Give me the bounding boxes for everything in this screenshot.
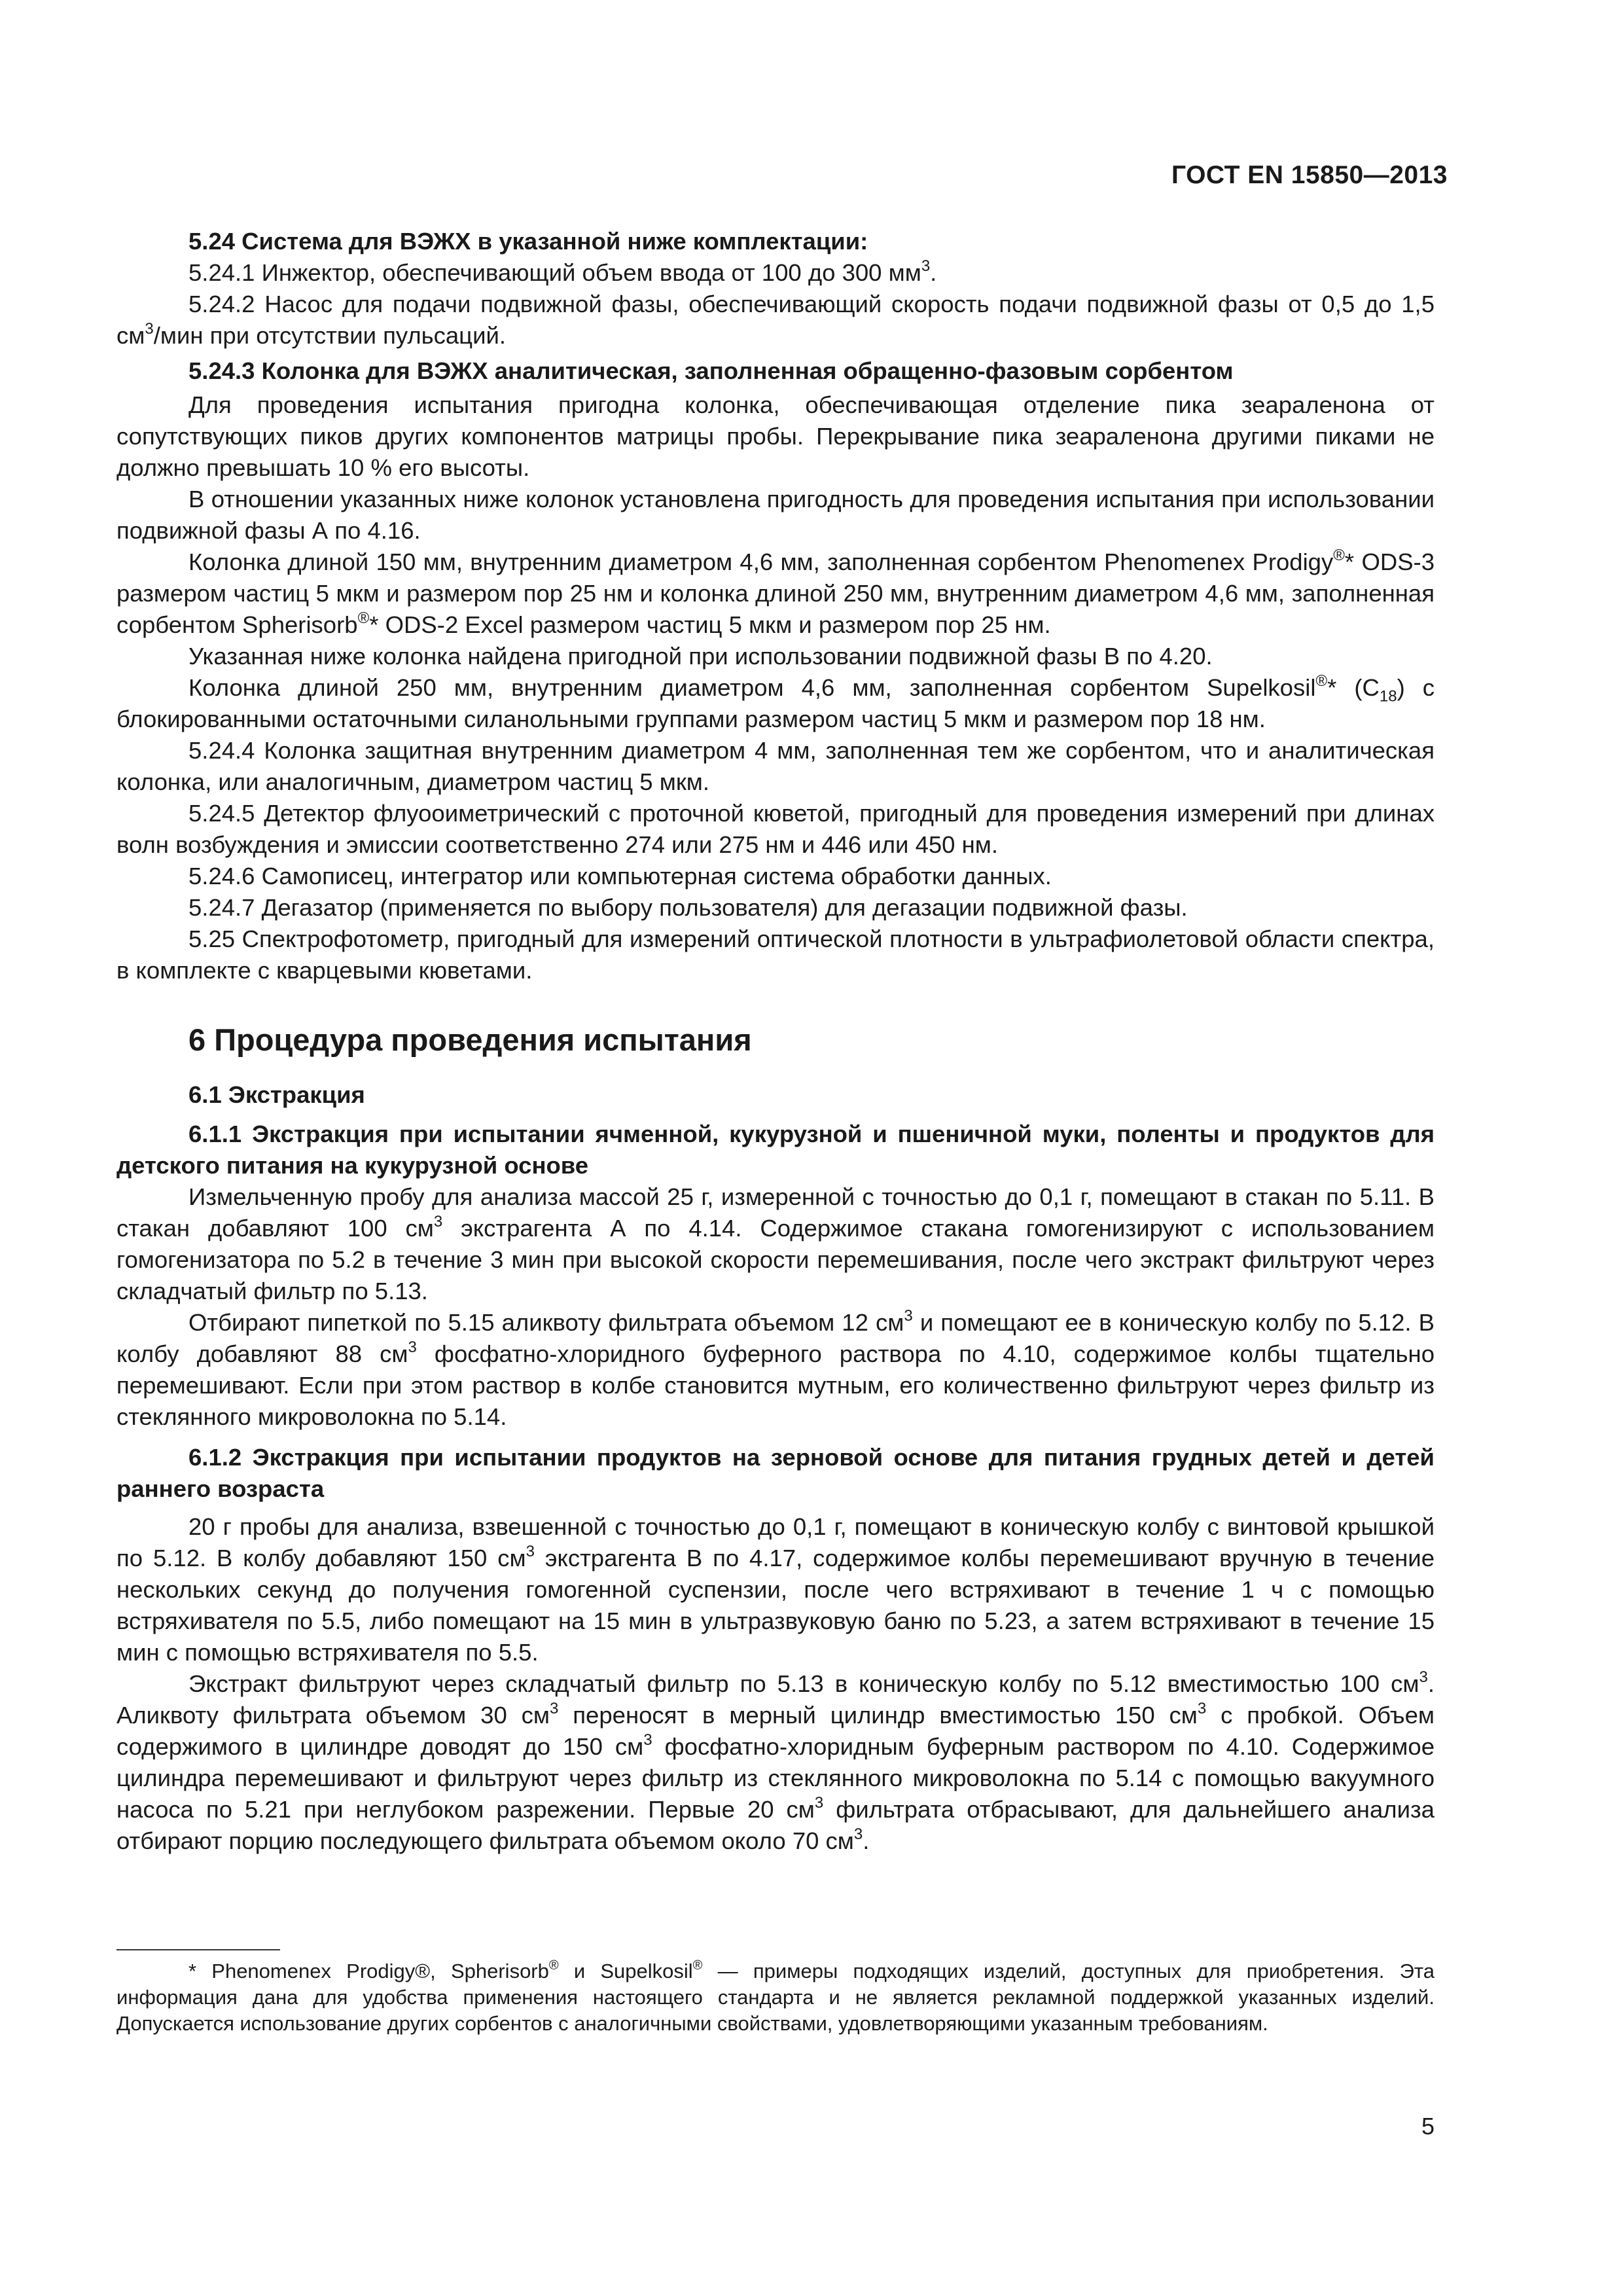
paragraph-5-24-2: 5.24.2 Насос для подачи подвижной фазы, обеспечивающий скорость подачи подвижной фазы от 0,5 до 1,5 $см^3$/мин при отсутствии пульсаций. — [116, 291, 1435, 349]
page-number: 5 — [1421, 2113, 1435, 2140]
paragraph-column-phase-b: Указанная ниже колонка найдена пригодной при использовании подвижной фазы В по 4.20. — [188, 643, 1213, 670]
paragraph-5-24-1: 5.24.1 Инжектор, обеспечивающий объем ввода от 100 до 300 $мм^3$. — [188, 257, 937, 286]
paragraph-5-25: 5.25 Спектрофотометр, пригодный для измерений оптической плотности в ультрафиолетовой области спектра, в комплекте с кварцевыми кюветами. — [116, 925, 1435, 984]
section-5-24-title: 5.24 Система для ВЭЖХ в указанной ниже комплектации: — [188, 228, 868, 255]
paragraph-5-24-7: 5.24.7 Дегазатор (применяется по выбору пользователя) для дегазации подвижной фазы. — [188, 894, 1188, 921]
section-5-24-3-title: 5.24.3 Колонка для ВЭЖХ аналитическая, заполненная обращенно-фазовым сорбентом — [188, 357, 1234, 384]
section-6-title: 6 Процедура проведения испытания — [188, 1022, 752, 1057]
section-6-1-1-title: 6.1.1 Экстракция при испытании ячменной, кукурузной и пшеничной муки, поленты и продуктов для детского питания на кукурузной основе — [116, 1121, 1435, 1179]
paragraph-columns-phase-a: В отношении указанных ниже колонок установлена пригодность для проведения испытания при использовании подвижной фазы А по 4.16. — [116, 486, 1435, 544]
footnote-divider — [116, 1949, 280, 1950]
paragraph-5-24-6: 5.24.6 Самописец, интегратор или компьютерная система обработки данных. — [188, 863, 1052, 889]
paragraph-6-1-2-a: 20 г пробы для анализа, взвешенной с точностью до 0,1 г, помещают в коническую колбу с винтовой крышкой по 5.12. В колбу добавляют 150 $см^3$ экстрагента В по 4.17, содержимое колбы перемешивают вручную в течение нескольких секунд до получения гомогенной суспензии, после чего встряхивают в течение 1 ч с помощью встряхивателя по 5.5, либо помещают на 15 мин в ультразвуковую баню по 5.23, а затем встряхивают в течение 15 мин с помощью встряхивателя по 5.5. — [116, 1513, 1435, 1666]
paragraph-5-24-4: 5.24.4 Колонка защитная внутренним диаметром 4 мм, заполненная тем же сорбентом, что и аналитическая колонка, или аналогичным, диаметром частиц 5 мкм. — [116, 737, 1435, 795]
section-6-1-title: 6.1 Экстракция — [188, 1081, 365, 1108]
footnote: * Phenomenex Prodigy®, Spherisorb® и Supelkosil® — примеры подходящих изделий, доступных для приобретения. Эта информация дана для удобства применения настоящего стандарта и не является рекламной поддержкой указанных изделий. Допускается использование других сорбентов с аналогичными свойствами, удовлетворяющими указанным требованиям. — [116, 1958, 1435, 2035]
paragraph-6-1-1-a: Измельченную пробу для анализа массой 25 г, измеренной с точностью до 0,1 г, помещают в стакан по 5.11. В стакан добавляют 100 $см^3$ экстрагента А по 4.14. Содержимое стакана гомогенизируют с использованием гомогенизатора по 5.2 в течение 3 мин при высокой скорости перемешивания, после чего экстракт фильтруют через складчатый фильтр по 5.13. — [116, 1183, 1435, 1304]
paragraph-column-specs-1: Колонка длиной 150 мм, внутренним диаметром 4,6 мм, заполненная сорбентом Phenomenex Prodigy®* ODS-3 размером частиц 5 мкм и размером пор 25 нм и колонка длиной 250 мм, внутренним диаметром 4,6 мм, заполненная сорбентом Spherisorb®* ODS-2 Excel размером частиц 5 мкм и размером пор 25 нм. — [116, 546, 1435, 638]
section-6-1-2-title: 6.1.2 Экстракция при испытании продуктов на зерновой основе для питания грудных детей и детей раннего возраста — [116, 1444, 1435, 1502]
paragraph-5-24-5: 5.24.5 Детектор флуооиметрический с проточной кюветой, пригодный для проведения измерений при длинах волн возбуждения и эмиссии соответственно 274 или 275 нм и 446 или 450 нм. — [116, 800, 1435, 858]
paragraph-6-1-1-b: Отбирают пипеткой по 5.15 аликвоту фильтрата объемом 12 $см^3$ и помещают ее в коническую колбу по 5.12. В колбу добавляют 88 $см^3$ фосфатно-хлоридного буферного раствора по 4.10, содержимое колбы тщательно перемешивают. Если при этом раствор в колбе становится мутным, его количественно фильтруют через фильтр из стеклянного микроволокна по 5.14. — [116, 1306, 1435, 1430]
paragraph-6-1-2-b: Экстракт фильтруют через складчатый фильтр по 5.13 в коническую колбу по 5.12 вместимостью 100 $см^3$. Аликвоту фильтрата объемом 30 $см^3$ переносят в мерный цилиндр вместимостью 150 $см^3$ с пробкой. Объем содержимого в цилиндре доводят до 150 $см^3$ фосфатно-хлоридным буферным раствором по 4.10. Содержимое цилиндра перемешивают и фильтруют через фильтр из стеклянного микроволокна по 5.14 с помощью вакуумного насоса по 5.21 при неглубоком разрежении. Первые 20 $см^3$ фильтрата отбрасывают, для дальнейшего анализа отбирают порцию последующего фильтрата объемом около 70 $см^3$. — [116, 1668, 1435, 1854]
document-body — [116, 226, 1435, 1857]
paragraph-column-suitability: Для проведения испытания пригодна колонка, обеспечивающая отделение пика зеараленона от сопутствующих пиков других компонентов матрицы пробы. Перекрывание пика зеараленона другими пиками не должно превышать 10 % его высоты. — [116, 391, 1435, 481]
document-header: ГОСТ EN 15850—2013 — [1171, 161, 1448, 189]
paragraph-column-specs-2: Колонка длиной 250 мм, внутренним диаметром 4,6 мм, заполненная сорбентом Supelkosil®* $(C_{18})$ с блокированными остаточными силанольными группами размером частиц 5 мкм и размером пор 18 нм. — [116, 672, 1435, 732]
